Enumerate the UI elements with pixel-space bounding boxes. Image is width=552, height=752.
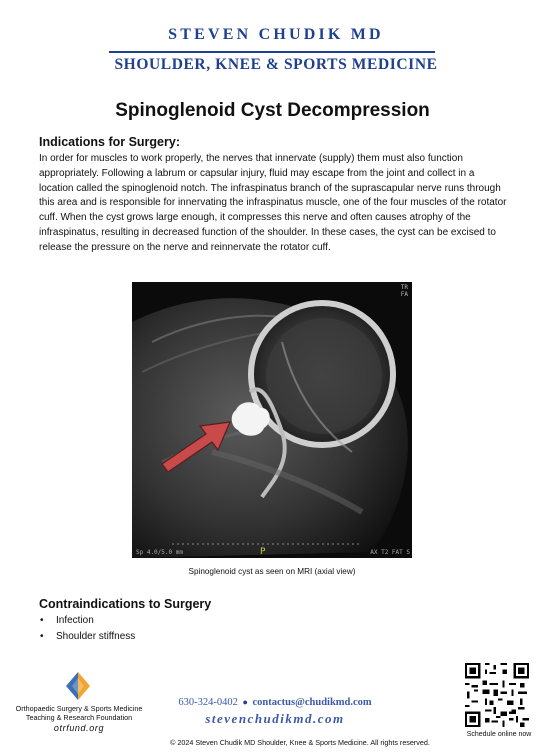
phone-number[interactable]: 630-324-0402 <box>178 697 238 708</box>
foundation-line-2: Teaching & Research Foundation <box>25 713 133 722</box>
foundation-line-1: Orthopaedic Surgery & Sports Medicine <box>15 704 143 713</box>
foundation-logo-icon <box>60 670 96 702</box>
contraindications-list <box>39 613 135 645</box>
indications-body: In order for muscles to work properly, the nerves that innervate (supply) them must also function appropriately. Following a labrum or capsular injury, fluid may escape from the joint and collect in a location called the spinoglenoid notch. The infraspinatus branch of the suprascapular nerve runs through this area and is responsible for innervating the infraspinatus muscle, one of the four muscles of the rotator cuff. When the cyst grows large enough, it compresses this nerve and often causes atrophy of the infraspinatus, resulting in decreased function of the shoulder. In these cases, the cyst can be excised to release the pressure on the nerve and reinnervate the rotator cuff. <box>39 153 507 253</box>
foundation-name <box>5 704 153 722</box>
qr-label: Schedule online now <box>466 731 532 738</box>
copyright-notice: © 2024 Steven Chudik MD Shoulder, Knee & Sports Medicine. All rights reserved. <box>170 738 430 747</box>
practice-specialty: SHOULDER, KNEE & SPORTS MEDICINE <box>114 56 438 73</box>
mri-overlay-sequence: AX T2 FAT S <box>370 549 410 556</box>
mri-scan-graphic <box>132 282 412 558</box>
mri-overlay-fa: FA <box>400 291 408 298</box>
page-title: Spinoglenoid Cyst Decompression <box>115 100 430 121</box>
mri-overlay-slice: Sp 4.0/5.0 mm <box>136 549 183 556</box>
list-item: • Shoulder stiffness <box>39 629 135 645</box>
practice-name: STEVEN CHUDIK MD <box>168 26 384 43</box>
mri-image <box>132 282 412 558</box>
foundation-link[interactable]: otrfund.org <box>53 723 105 733</box>
mri-overlay-tr: TR <box>400 284 408 291</box>
mri-overlay-marker: P <box>260 547 266 557</box>
contraindications-heading: Contraindications to Surgery <box>39 597 212 611</box>
separator-dot-icon: ● <box>242 697 248 707</box>
contact-line <box>150 697 400 708</box>
header-divider <box>109 51 435 53</box>
indications-heading: Indications for Surgery: <box>39 135 180 149</box>
qr-code-icon[interactable] <box>465 663 529 727</box>
website-link[interactable]: stevenchudikmd.com <box>205 711 345 726</box>
list-item: • Infection <box>39 613 135 629</box>
email-link[interactable]: contactus@chudikmd.com <box>252 697 372 708</box>
figure-caption: Spinoglenoid cyst as seen on MRI (axial view) <box>188 567 356 576</box>
